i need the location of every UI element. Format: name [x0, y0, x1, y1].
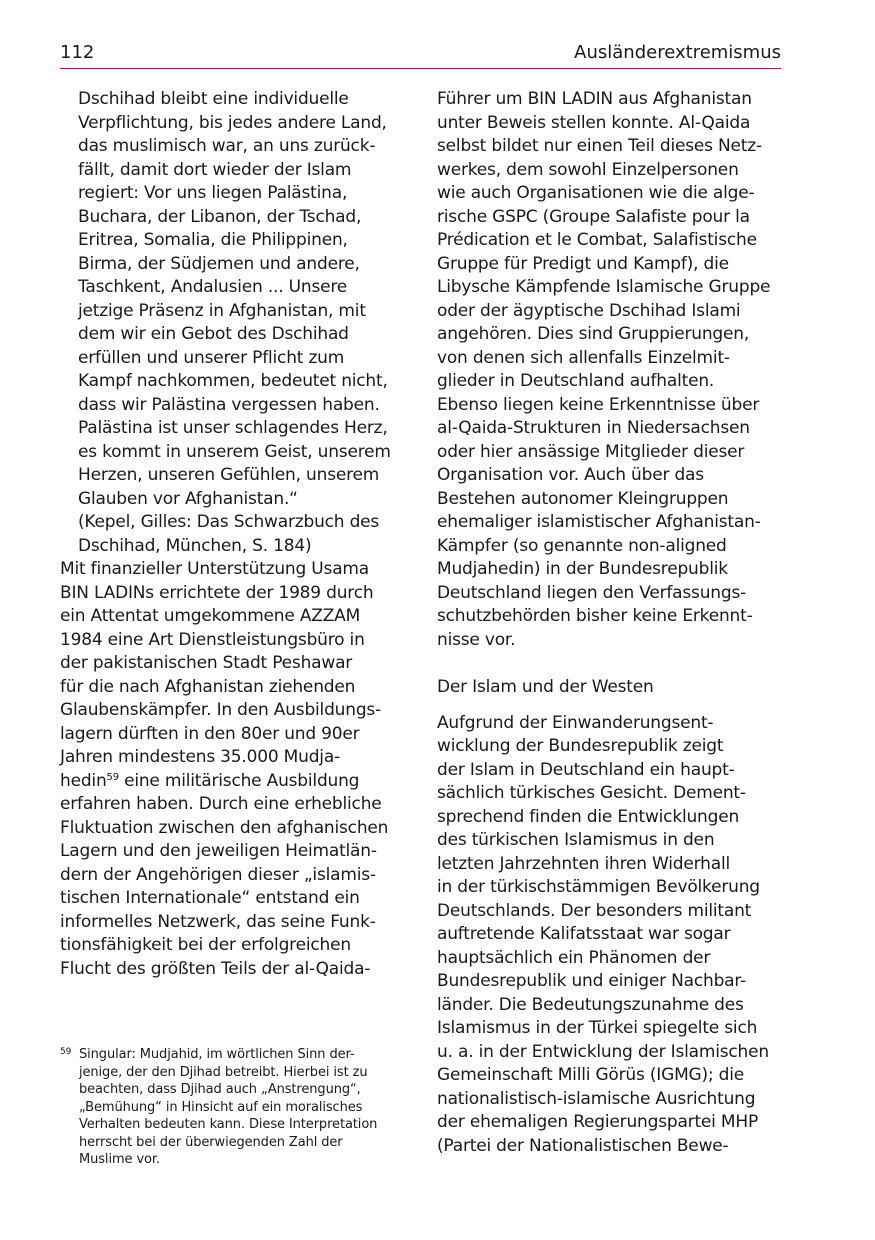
footnote-number: 59 [60, 1047, 72, 1057]
text-line: Bestehen autonomer Kleingruppen [437, 488, 729, 509]
text-line: Mit finanzieller Unterstützung Usama [60, 559, 369, 579]
right-column [437, 88, 797, 1158]
text-line: rische GSPC (Groupe Salafiste pour la [437, 206, 750, 227]
body-paragraph [437, 712, 797, 1159]
text-line: letzten Jahrzehnten ihren Widerhall [437, 853, 730, 874]
quote-line: dass wir Palästina vergessen haben. [78, 394, 380, 415]
text-line: u. a. in der Entwicklung der Islamischen [437, 1041, 769, 1062]
text-line: Kämpfer (so genannte non-aligned [437, 535, 727, 556]
text-line-with-footnote-ref [60, 770, 420, 794]
text-line: unter Beweis stellen konnte. Al-Qaida [437, 112, 751, 133]
quote-line: regiert: Vor uns liegen Palästina, [78, 183, 348, 203]
quote-line: Herzen, unseren Gefühlen, unserem [78, 465, 380, 485]
text-line: lagern dürften in den 80er und 90er [60, 723, 360, 744]
text-fragment: hedin [60, 770, 107, 791]
quote-line: Verpflichtung, bis jedes andere Land, [78, 112, 387, 133]
text-line: sächlich türkisches Gesicht. Dement- [437, 783, 746, 803]
text-line: nationalistisch-islamische Ausrichtung [437, 1088, 756, 1109]
text-line: 1984 eine Art Dienstleistungsbüro in [60, 629, 365, 650]
page-header [60, 42, 781, 69]
section-heading: Der Islam und der Westen [437, 677, 654, 697]
text-line: (Partei der Nationalistischen Bewe- [437, 1135, 729, 1156]
text-line: werkes, dem sowohl Einzelpersonen [437, 159, 739, 180]
quote-line: Birma, der Südjemen und andere, [78, 253, 360, 274]
text-line: nisse vor. [437, 629, 516, 650]
quote-line: Taschkent, Andalusien ... Unsere [78, 277, 348, 297]
text-line: Mudjahedin) in der Bundesrepublik [437, 559, 728, 579]
text-line: glieder in Deutschland aufhalten. [437, 371, 715, 391]
text-line: tischen Internationale“ entstand ein [60, 888, 360, 908]
text-line: angehören. Dies sind Gruppierungen, [437, 324, 750, 344]
text-line: Prédication et le Combat, Salafistische [437, 230, 757, 250]
text-line: auftretende Kalifatsstaat war sogar [437, 924, 731, 944]
text-line: Gruppe für Predigt und Kampf), die [437, 253, 729, 274]
text-line: dern der Angehörigen dieser „islamis- [60, 864, 376, 885]
quote-line: Buchara, der Libanon, der Tschad, [78, 206, 362, 227]
text-line: in der türkischstämmigen Bevölkerung [437, 877, 760, 897]
quote-line: erfüllen und unserer Pflicht zum [78, 347, 345, 368]
block-quote [60, 88, 420, 558]
text-line: erfahren haben. Durch eine erhebliche [60, 794, 382, 814]
text-line: Deutschland liegen den Verfassungs- [437, 582, 747, 603]
text-line: Deutschlands. Der besonders militant [437, 900, 752, 921]
citation-line: (Kepel, Gilles: Das Schwarzbuch des [78, 512, 380, 532]
text-line: Aufgrund der Einwanderungsent- [437, 712, 714, 733]
quote-line: Kampf nachkommen, bedeutet nicht, [78, 371, 388, 391]
text-line: oder der ägyptische Dschihad Islami [437, 300, 741, 321]
spacer [437, 700, 797, 712]
left-column [60, 88, 420, 981]
footnote-reference: 59 [106, 771, 119, 783]
text-fragment: eine militärische Ausbildung [118, 770, 360, 791]
spacer [437, 652, 797, 676]
text-line: Jahren mindestens 35.000 Mudja- [60, 747, 340, 767]
text-line: für die nach Afghanistan ziehenden [60, 676, 356, 697]
quote-line: das muslimisch war, an uns zurück- [78, 136, 376, 156]
footnote-line: Verhalten bedeuten kann. Diese Interpretation [79, 1117, 378, 1132]
body-paragraph [60, 558, 420, 981]
footnote-line: „Bemühung“ in Hinsicht auf ein moralisches [79, 1099, 363, 1115]
text-line: hauptsächlich ein Phänomen der [437, 947, 711, 968]
page-number: 112 [60, 42, 95, 63]
text-line: Führer um BIN LADIN aus Afghanistan [437, 89, 752, 109]
text-line: tionsfähigkeit bei der erfolgreichen [60, 935, 351, 955]
footnote-line: Muslime vor. [79, 1152, 160, 1167]
text-line: oder hier ansässige Mitglieder dieser [437, 441, 745, 462]
text-line: wie auch Organisationen wie die alge- [437, 183, 755, 203]
text-line: Glaubenskämpfer. In den Ausbildungs- [60, 700, 382, 720]
quote-line: dem wir ein Gebot des Dschihad [78, 324, 349, 344]
text-line: selbst bildet nur einen Teil dieses Netz- [437, 136, 762, 156]
quote-line: Dschihad bleibt eine individuelle [78, 89, 349, 109]
footnote-line: jenige, der den Djihad betreibt. Hierbei ist zu [79, 1064, 368, 1080]
text-line: Libysche Kämpfende Islamische Gruppe [437, 277, 771, 297]
footnote [60, 1046, 420, 1169]
quote-line: Palästina ist unser schlagendes Herz, [78, 418, 388, 438]
text-line: des türkischen Islamismus in den [437, 830, 715, 850]
footnote-line: herrscht bei der überwiegenden Zahl der [79, 1134, 343, 1150]
quote-line: Glauben vor Afghanistan.“ [78, 488, 298, 509]
text-line: länder. Die Bedeutungszunahme des [437, 994, 744, 1015]
citation-line: Dschihad, München, S. 184) [78, 535, 312, 556]
text-line: Gemeinschaft Milli Görüs (IGMG); die [437, 1065, 745, 1085]
running-title: Ausländerextremismus [574, 42, 781, 63]
text-line: Ebenso liegen keine Erkenntnisse über [437, 394, 760, 415]
footnote-line: beachten, dass Djihad auch „Anstrengung“, [79, 1082, 361, 1097]
text-line: Fluktuation zwischen den afghanischen [60, 817, 389, 838]
body-paragraph [437, 88, 797, 652]
text-line: Organisation vor. Auch über das [437, 465, 704, 485]
text-line: ein Attentat umgekommene AZZAM [60, 606, 361, 626]
quote-line: Eritrea, Somalia, die Philippinen, [78, 230, 348, 250]
footnote-line: Singular: Mudjahid, im wörtlichen Sinn der- [79, 1047, 355, 1062]
quote-line: jetzige Präsenz in Afghanistan, mit [78, 300, 366, 321]
quote-line: fällt, damit dort wieder der Islam [78, 159, 352, 180]
text-line: der Islam in Deutschland ein haupt- [437, 759, 735, 780]
text-line: sprechend finden die Entwicklungen [437, 806, 740, 827]
text-line: ehemaliger islamistischer Afghanistan- [437, 512, 761, 532]
text-line: Lagern und den jeweiligen Heimatlän- [60, 841, 377, 861]
text-line: Bundesrepublik und einiger Nachbar- [437, 971, 747, 991]
text-line: der ehemaligen Regierungspartei MHP [437, 1112, 759, 1132]
text-line: von denen sich allenfalls Einzelmit- [437, 347, 730, 368]
text-line: Islamismus in der Türkei spiegelte sich [437, 1018, 758, 1038]
text-line: al-Qaida-Strukturen in Niedersachsen [437, 418, 750, 438]
text-line: der pakistanischen Stadt Peshawar [60, 653, 353, 673]
text-line: schutzbehörden bisher keine Erkennt- [437, 606, 753, 626]
text-line: BIN LADINs errichtete der 1989 durch [60, 582, 374, 603]
text-line: Flucht des größten Teils der al-Qaida- [60, 958, 371, 979]
text-line: wicklung der Bundesrepublik zeigt [437, 736, 724, 756]
quote-line: es kommt in unserem Geist, unserem [78, 441, 391, 462]
text-line: informelles Netzwerk, das seine Funk- [60, 911, 376, 932]
